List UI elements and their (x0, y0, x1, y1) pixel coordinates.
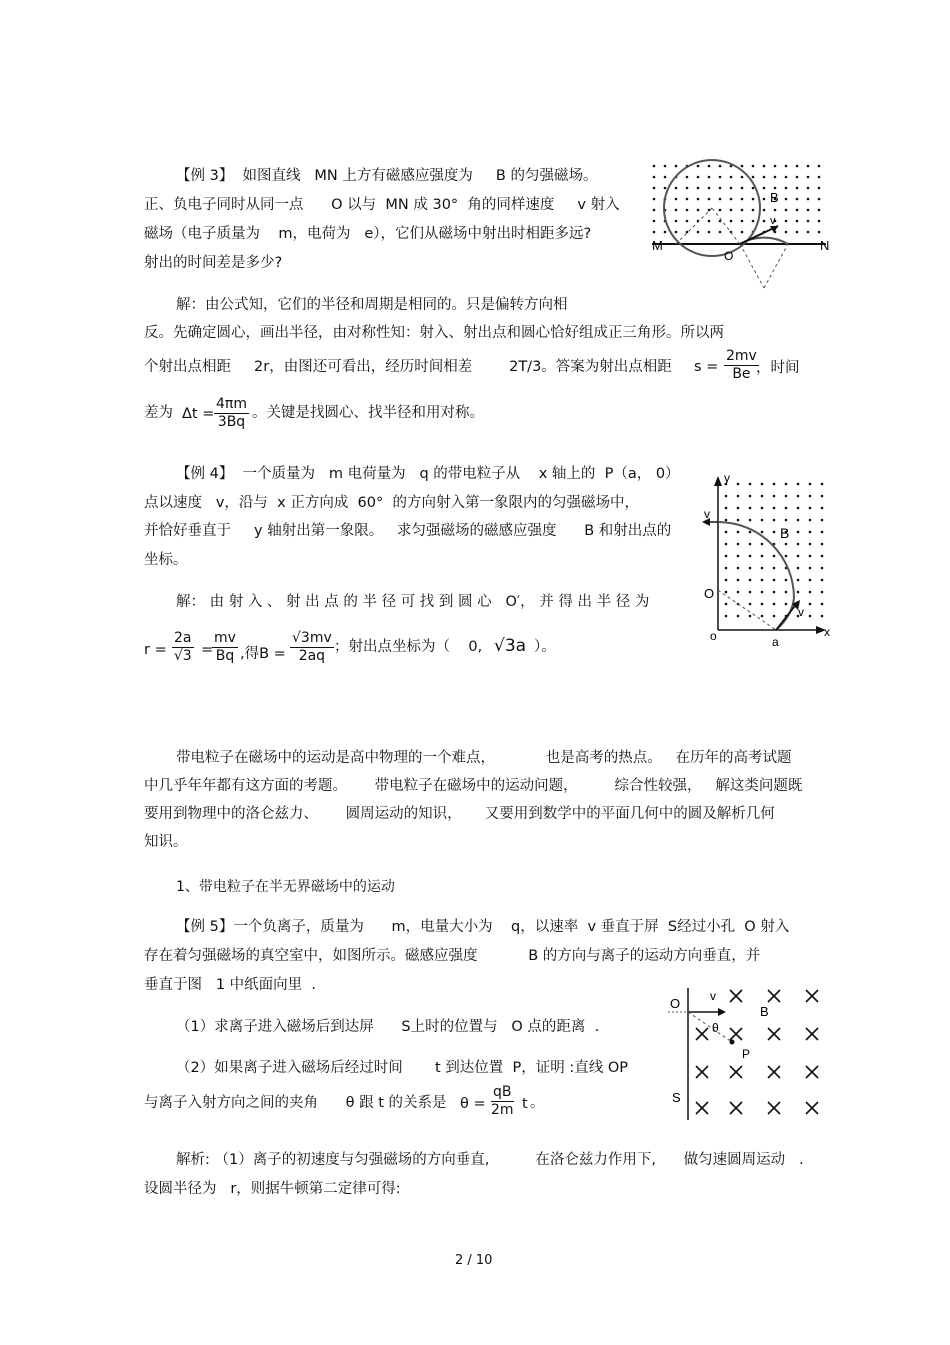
field-dot (796, 165, 799, 168)
field-dot (785, 519, 788, 522)
field-dot (708, 220, 711, 223)
field-dot (797, 591, 800, 594)
field-dot (749, 555, 752, 558)
field-cross (806, 1066, 818, 1078)
field-dot (809, 519, 812, 522)
field-dot (725, 543, 728, 546)
field-cross (696, 1102, 708, 1114)
field-dot (796, 209, 799, 212)
ex5-line3: 垂直于图 1 中纸面向里 . (144, 977, 316, 993)
field-dot (797, 495, 800, 498)
field-dot (821, 531, 824, 534)
field-dot (741, 165, 744, 168)
ex3-s-numerator: 2mv (726, 348, 757, 364)
field-dot (785, 543, 788, 546)
ex5-line1: 【例 5】一个负离子，质量为 m，电量大小为 q，以速率 v 垂直于屏 S经过小孔 O 射入 (176, 919, 790, 935)
ex3-s-denominator: Be (732, 366, 751, 382)
ex3-solution-line3: 个射出点相距 2r，由图还可看出，经历时间相差 2T/3。答案为射出点相距 (144, 359, 672, 375)
field-dot (761, 555, 764, 558)
fig5-label-S: S (672, 1090, 681, 1105)
field-cross (730, 1066, 742, 1078)
field-dot (818, 198, 821, 201)
ex4-figure (700, 470, 842, 650)
field-dot (821, 519, 824, 522)
field-cross (696, 1066, 708, 1078)
field-dot (752, 176, 755, 179)
field-dot (675, 209, 678, 212)
field-dot (664, 165, 667, 168)
field-dot (797, 507, 800, 510)
field-dot (675, 220, 678, 223)
ex3-figure (648, 158, 834, 296)
field-dot (761, 507, 764, 510)
radius-dashed (718, 590, 776, 630)
field-dot (807, 165, 810, 168)
field-dot (697, 209, 700, 212)
field-dot (725, 591, 728, 594)
field-dot (737, 567, 740, 570)
field-dot (749, 507, 752, 510)
ex3-solution-line4b: 。关键是找圆心、找半径和用对称。 (252, 405, 484, 421)
ex5-question1: （1）求离子进入磁场后到达屏 S上时的位置与 O 点的距离 . (176, 1019, 600, 1035)
field-dot (818, 231, 821, 234)
field-dot (785, 198, 788, 201)
field-dot (773, 483, 776, 486)
field-dot (809, 615, 812, 618)
intro-line1: 带电粒子在磁场中的运动是高中物理的一个难点， 也是高考的热点。 在历年的高考试题 (176, 750, 792, 766)
field-dot (761, 567, 764, 570)
field-dot (785, 555, 788, 558)
field-dot (725, 603, 728, 606)
field-dot (797, 543, 800, 546)
ex4-coord-value: √3a (494, 636, 527, 656)
field-dot (818, 220, 821, 223)
field-dot (761, 495, 764, 498)
field-dot (737, 507, 740, 510)
field-dot (821, 495, 824, 498)
field-dot (725, 519, 728, 522)
field-dot (737, 519, 740, 522)
field-dot (725, 579, 728, 582)
field-dot (809, 531, 812, 534)
field-dot (809, 567, 812, 570)
ex5-figure (668, 984, 828, 1124)
field-dot (809, 483, 812, 486)
fig4-label-v-low: v (798, 605, 804, 619)
field-dot (785, 603, 788, 606)
field-dot (719, 198, 722, 201)
field-dot (719, 231, 722, 234)
field-dot (737, 483, 740, 486)
field-dot (818, 165, 821, 168)
field-dot (697, 176, 700, 179)
field-dot (807, 209, 810, 212)
fig5-label-theta: θ (712, 1021, 719, 1035)
ex5-theta-denominator: 2m (491, 1102, 514, 1118)
ex4-solution-line1: 解： 由 射 入 、 射 出 点 的 半 径 可 找 到 圆 心 O′， 并 得 出 半 径 为 (176, 594, 650, 610)
field-dot (741, 198, 744, 201)
field-dot (821, 507, 824, 510)
field-dot (821, 591, 824, 594)
field-dot (821, 567, 824, 570)
field-dot (741, 231, 744, 234)
intro-line4: 知识。 (144, 834, 188, 850)
field-dot (686, 231, 689, 234)
ex5-theta-t: t (522, 1096, 528, 1112)
field-dot (797, 483, 800, 486)
field-dot (737, 495, 740, 498)
fig4-label-o: o (710, 629, 717, 643)
field-dot (730, 176, 733, 179)
field-dot (708, 187, 711, 190)
field-dot (737, 591, 740, 594)
field-dot (785, 165, 788, 168)
field-cross (768, 1102, 780, 1114)
field-dot (686, 198, 689, 201)
field-dot (774, 176, 777, 179)
field-dot (730, 187, 733, 190)
field-dot (763, 165, 766, 168)
field-dot (653, 198, 656, 201)
field-dot (719, 165, 722, 168)
field-dot (730, 209, 733, 212)
field-dot (741, 209, 744, 212)
ex3-line4: 射出的时间差是多少? (144, 255, 283, 271)
field-dot (821, 483, 824, 486)
field-dot (653, 209, 656, 212)
ex4-line3: 并恰好垂直于 y 轴射出第一象限。 求匀强磁场的磁感应强度 B 和射出点的 (144, 523, 672, 539)
lower-dashed (740, 244, 764, 288)
ex3-line3: 磁场（电子质量为 m，电荷为 e），它们从磁场中射出时相距多远? (144, 226, 592, 242)
magnetic-field-crosses (696, 990, 818, 1114)
field-dot (763, 198, 766, 201)
field-dot (675, 165, 678, 168)
field-dot (785, 483, 788, 486)
field-dot (821, 615, 824, 618)
field-dot (785, 231, 788, 234)
field-dot (741, 220, 744, 223)
ex3-s-equals: s = (694, 359, 719, 375)
field-dot (797, 519, 800, 522)
field-dot (675, 231, 678, 234)
field-dot (763, 176, 766, 179)
field-dot (761, 531, 764, 534)
field-dot (725, 507, 728, 510)
ex4-r-numerator: 2a (174, 630, 192, 646)
ex3-dt-lhs: Δt = (182, 406, 215, 422)
ex5-solution-line2: 设圆半径为 r，则据牛顿第二定律可得: (144, 1181, 401, 1197)
field-dot (749, 531, 752, 534)
page-number: 2 / 10 (455, 1253, 493, 1268)
field-dot (774, 187, 777, 190)
fig3-label-B: B (770, 190, 779, 205)
fig4-label-y: y (724, 471, 730, 485)
ex5-question3b: 。 (530, 1095, 545, 1111)
field-dot (749, 603, 752, 606)
fig3-label-M: M (652, 238, 663, 253)
field-dot (785, 209, 788, 212)
ex4-mv-fraction (212, 630, 238, 665)
fig5-label-v: v (710, 989, 716, 1003)
field-dot (821, 555, 824, 558)
field-dot (797, 567, 800, 570)
ex4-mv-numerator: mv (214, 630, 236, 646)
field-dot (796, 231, 799, 234)
field-cross (806, 1028, 818, 1040)
fig4-label-O-prime: O (704, 586, 715, 601)
field-dot (708, 165, 711, 168)
field-dot (774, 165, 777, 168)
field-dot (730, 220, 733, 223)
ex5-question3a: 与离子入射方向之间的夹角 θ 跟 t 的关系是 (144, 1095, 447, 1111)
field-dot (653, 187, 656, 190)
field-dot (785, 187, 788, 190)
field-dot (741, 176, 744, 179)
field-dot (697, 231, 700, 234)
fig4-label-x: x (824, 625, 830, 639)
ex3-line2: 正、负电子同时从同一点 O 以与 MN 成 30° 角的同样速度 v 射入 (144, 197, 620, 213)
intro-line2: 中几乎年年都有这方面的考题。 带电粒子在磁场中的运动问题， 综合性较强， 解这类问题既 (144, 778, 803, 794)
field-dot (664, 231, 667, 234)
field-dot (796, 220, 799, 223)
ex4-mv-denominator: Bq (215, 648, 235, 664)
field-dot (807, 176, 810, 179)
field-dot (761, 483, 764, 486)
field-cross (768, 1028, 780, 1040)
field-dot (752, 209, 755, 212)
magnetic-field-dots (725, 483, 824, 618)
ex3-solution-line4a: 差为 (144, 405, 173, 421)
field-dot (653, 220, 656, 223)
radius-dashed (712, 208, 740, 244)
field-dot (796, 176, 799, 179)
field-dot (773, 519, 776, 522)
field-dot (809, 507, 812, 510)
field-dot (664, 187, 667, 190)
field-dot (737, 615, 740, 618)
field-dot (818, 176, 821, 179)
ex4-B-fraction (290, 630, 334, 665)
field-dot (697, 198, 700, 201)
field-dot (773, 567, 776, 570)
field-cross (806, 990, 818, 1002)
field-dot (697, 165, 700, 168)
field-dot (725, 531, 728, 534)
field-dot (725, 615, 728, 618)
field-cross (768, 1066, 780, 1078)
ex5-solution-line1: 解析: （1）离子的初速度与匀强磁场的方向垂直, 在洛仑兹力作用下, 做匀速圆周运动 . (176, 1152, 804, 1168)
field-dot (796, 187, 799, 190)
field-dot (773, 555, 776, 558)
field-dot (697, 187, 700, 190)
field-dot (719, 187, 722, 190)
field-dot (797, 579, 800, 582)
ex4-getB: ,得B = (240, 646, 286, 662)
field-cross (806, 1102, 818, 1114)
field-dot (708, 198, 711, 201)
fig4-label-a: a (772, 635, 779, 649)
field-dot (725, 567, 728, 570)
op-line (688, 1012, 732, 1042)
field-dot (761, 591, 764, 594)
ex4-r-fraction (172, 630, 194, 665)
field-dot (761, 543, 764, 546)
field-dot (763, 209, 766, 212)
field-cross (696, 1028, 708, 1040)
field-dot (773, 579, 776, 582)
ex4-line4: 坐标。 (144, 552, 188, 568)
section-heading-1: 1、带电粒子在半无界磁场中的运动 (176, 879, 395, 895)
field-dot (809, 579, 812, 582)
ex5-theta-numerator: qB (493, 1084, 512, 1100)
field-dot (675, 198, 678, 201)
field-dot (730, 198, 733, 201)
field-dot (773, 531, 776, 534)
ex3-dt-numerator: 4πm (216, 396, 247, 412)
ex4-equals: = (201, 642, 214, 658)
field-dot (737, 543, 740, 546)
point-P (730, 1040, 735, 1045)
field-dot (809, 543, 812, 546)
field-dot (664, 176, 667, 179)
field-dot (686, 220, 689, 223)
ex5-question2: （2）如果离子进入磁场后经过时间 t 到达位置 P，证明 :直线 OP (176, 1060, 629, 1076)
field-dot (761, 615, 764, 618)
ex3-dt-fraction (214, 396, 249, 431)
field-dot (796, 198, 799, 201)
field-dot (821, 543, 824, 546)
field-dot (785, 579, 788, 582)
field-dot (773, 507, 776, 510)
field-dot (821, 603, 824, 606)
field-dot (749, 495, 752, 498)
field-cross (730, 1028, 742, 1040)
ex4-line1: 【例 4】 一个质量为 m 电荷量为 q 的带电粒子从 x 轴上的 P（a， 0） (176, 466, 680, 482)
field-dot (737, 579, 740, 582)
ex3-solution-line2: 反。先确定圆心，画出半径，由对称性知：射入、射出点和圆心恰好组成正三角形。所以两 (144, 325, 724, 341)
field-dot (749, 567, 752, 570)
field-dot (653, 176, 656, 179)
field-dot (763, 187, 766, 190)
field-dot (752, 220, 755, 223)
field-cross (730, 990, 742, 1002)
ex3-line1: 【例 3】 如图直线 MN 上方有磁感应强度为 B 的匀强磁场。 (176, 168, 598, 184)
field-dot (807, 220, 810, 223)
field-dot (809, 555, 812, 558)
ex5-theta-lhs: θ = (460, 1096, 486, 1112)
field-dot (761, 579, 764, 582)
fig4-label-v-top: v (704, 507, 710, 521)
field-dot (686, 176, 689, 179)
field-dot (809, 603, 812, 606)
field-dot (749, 591, 752, 594)
field-dot (773, 603, 776, 606)
ex5-line2: 存在着匀强磁场的真空室中，如图所示。磁感应强度 B 的方向与离子的运动方向垂直，并 (144, 948, 761, 964)
field-dot (749, 579, 752, 582)
fig3-label-v: v (770, 215, 776, 227)
fig5-label-P: P (742, 1047, 751, 1061)
field-dot (741, 187, 744, 190)
field-cross (730, 1102, 742, 1114)
field-dot (686, 209, 689, 212)
field-dot (821, 579, 824, 582)
field-dot (763, 220, 766, 223)
fig5-label-B: B (760, 1004, 769, 1019)
field-dot (773, 591, 776, 594)
field-dot (761, 519, 764, 522)
field-dot (809, 591, 812, 594)
field-dot (749, 615, 752, 618)
field-dot (785, 176, 788, 179)
field-dot (773, 495, 776, 498)
field-dot (773, 615, 776, 618)
field-dot (719, 176, 722, 179)
ex4-coord-text: ；射出点坐标为（ 0, (334, 639, 483, 655)
fig5-label-O: O (670, 996, 681, 1011)
field-dot (807, 231, 810, 234)
field-dot (797, 555, 800, 558)
field-dot (737, 555, 740, 558)
ex5-theta-fraction (491, 1084, 514, 1119)
ex3-dt-denominator: 3Bq (217, 414, 246, 430)
fig4-label-B: B (780, 525, 790, 541)
field-dot (653, 165, 656, 168)
field-dot (675, 187, 678, 190)
field-dot (708, 176, 711, 179)
ex4-line2: 点以速度 v，沿与 x 正方向成 60° 的方向射入第一象限内的匀强磁场中， (144, 495, 639, 511)
field-dot (752, 198, 755, 201)
field-dot (752, 187, 755, 190)
ex3-solution-line1: 解：由公式知，它们的半径和周期是相同的。只是偏转方向相 (176, 297, 568, 313)
field-dot (807, 187, 810, 190)
field-dot (785, 591, 788, 594)
field-dot (737, 531, 740, 534)
ex4-B-denominator: 2aq (298, 648, 326, 664)
field-dot (686, 187, 689, 190)
ex3-time-word: ，时间 (756, 360, 800, 376)
ex4-B-numerator: √3mv (292, 630, 332, 646)
field-dot (719, 209, 722, 212)
field-dot (809, 495, 812, 498)
field-dot (725, 495, 728, 498)
fig3-label-O: O (724, 249, 734, 263)
field-dot (653, 231, 656, 234)
ex4-coord-close: ）。 (534, 639, 556, 655)
field-dot (818, 209, 821, 212)
field-dot (807, 198, 810, 201)
field-dot (797, 531, 800, 534)
field-cross (768, 990, 780, 1002)
field-dot (785, 507, 788, 510)
ex4-r-lhs: r = (144, 642, 167, 658)
fig3-label-N: N (820, 238, 830, 253)
field-dot (749, 483, 752, 486)
field-dot (761, 603, 764, 606)
intro-line3: 要用到物理中的洛仑兹力、 圆周运动的知识， 又要用到数学中的平面几何中的圆及解析几何 (144, 806, 775, 822)
field-dot (708, 231, 711, 234)
ex4-r-denominator: √3 (173, 648, 192, 664)
field-dot (752, 165, 755, 168)
field-dot (749, 519, 752, 522)
field-dot (749, 543, 752, 546)
field-dot (725, 555, 728, 558)
field-dot (785, 495, 788, 498)
field-dot (774, 209, 777, 212)
field-dot (818, 187, 821, 190)
field-dot (785, 220, 788, 223)
ex3-s-fraction (724, 348, 759, 383)
